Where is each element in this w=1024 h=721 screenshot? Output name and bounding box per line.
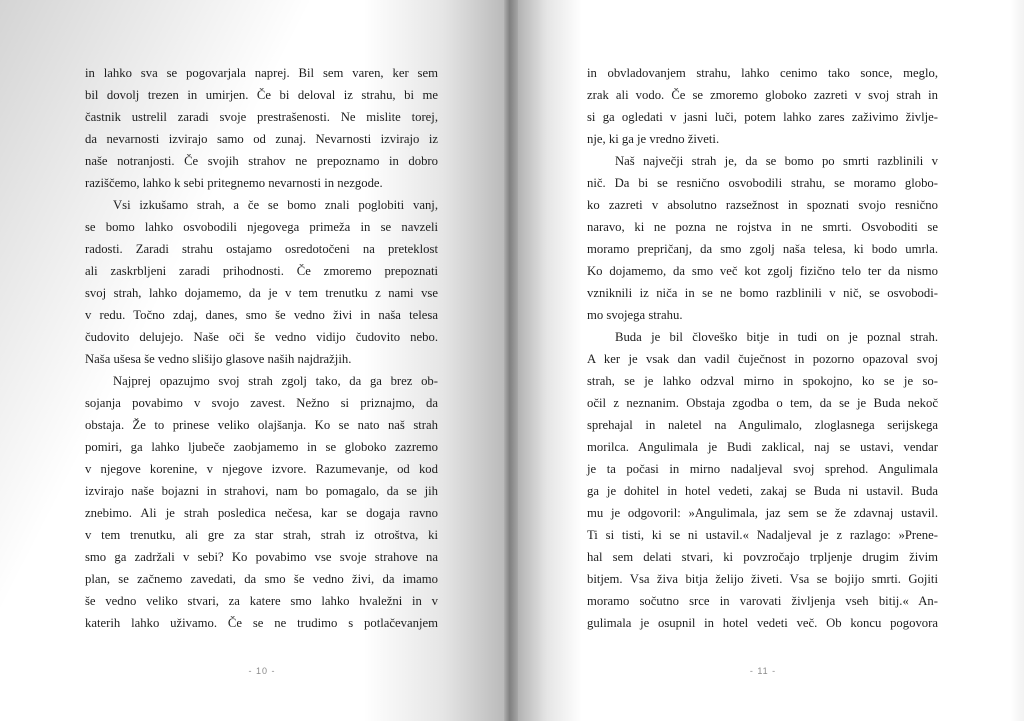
- text-line: v njegove korenine, v njegove izvore. Razumevanje, od kod: [85, 462, 438, 476]
- text-line: očil z neznanim. Obstaja zgodba o tem, da se je Buda nekoč: [587, 396, 938, 410]
- text-line: ko zazreti v absolutno razsežnost in spoznati svojo resnično: [587, 198, 938, 212]
- text-line: naravo, ki ne pozna ne rojstva in ne smrti. Osvoboditi se: [587, 220, 938, 234]
- text-line: in obvladovanjem strahu, lahko cenimo tako sonce, meglo,: [587, 66, 938, 80]
- text-line: znebimo. Ali je strah posledica nečesa, kar se dogaja ravno: [85, 506, 438, 520]
- text-line: nič. Da bi se resnično osvobodili strahu, se moramo globo-: [587, 176, 938, 190]
- text-line: Naš največji strah je, da se bomo po smrti razblinili v: [615, 154, 938, 168]
- text-line: in lahko sva se pogovarjala naprej. Bil sem varen, ker sem: [85, 66, 438, 80]
- text-line: mu je odgovoril: »Angulimala, jaz sem se že zdavnaj ustavil.: [587, 506, 938, 520]
- text-line: Naša ušesa še vedno slišijo glasove naših najdražjih.: [85, 352, 352, 366]
- text-line: ga je dohitel in hotel vedeti, zakaj se Buda ni ustavil. Buda: [587, 484, 938, 498]
- text-line: bitjem. Vsa živa bitja želijo živeti. Vsa se bojijo smrti. Gojiti: [587, 572, 938, 586]
- text-line: strah, se je lahko odzval mirno in spokojno, ko se je so-: [587, 374, 938, 388]
- text-line: sojanja povabimo v svojo zavest. Nežno si priznajmo, da: [85, 396, 438, 410]
- text-line: v tem trenutku, ali gre za star strah, strah iz otroštva, ki: [85, 528, 438, 542]
- text-line: mo svojega strahu.: [587, 308, 683, 322]
- text-line: nje, ki ga je vredno živeti.: [587, 132, 720, 146]
- text-line: Najprej opazujmo svoj strah zgolj tako, da ga brez ob-: [113, 374, 438, 388]
- right-page-number: - 11 -: [749, 666, 777, 676]
- text-line: Ko dojamemo, da smo več kot zgolj fizično telo ter da nismo: [587, 264, 938, 278]
- text-line: raziščemo, lahko k sebi pritegnemo nevarnosti in nezgode.: [85, 176, 383, 190]
- text-line: si ga ogledati v jasni luči, potem lahko zares zaživimo življe-: [587, 110, 938, 124]
- left-page-text-column: [85, 62, 438, 634]
- text-line: hal sem delati stvari, ki povzročajo trpljenje drugim živim: [587, 550, 938, 564]
- text-line: čudovito delujejo. Naše oči še vedno vidijo čudovito nebo.: [85, 330, 438, 344]
- text-line: plan, se začnemo zavedati, da smo še vedno živi, da imamo: [85, 572, 438, 586]
- text-line: je ta počasi in mirno nadaljeval svoj sprehod. Angulimala: [587, 462, 938, 476]
- left-page-number: - 10 -: [248, 666, 276, 676]
- text-line: da nevarnosti izvirajo samo od zunaj. Nevarnosti izvirajo iz: [85, 132, 438, 146]
- text-line: izvirajo naše bojazni in strahovi, nam bo pomagalo, da se jih: [85, 484, 438, 498]
- text-line: zrak ali vodo. Če se zmoremo globoko zazreti v svoj strah in: [587, 88, 938, 102]
- right-page-text-column: [587, 62, 938, 634]
- text-line: v redu. Točno zdaj, danes, smo še vedno živi in naša telesa: [85, 308, 438, 322]
- text-line: A ker je vsak dan vadil čuječnost in pozorno opazoval svoj: [587, 352, 938, 366]
- text-line: bil dovolj trezen in umirjen. Če bi deloval iz strahu, bi me: [85, 88, 438, 102]
- text-line: obstaja. Že to prinese veliko olajšanja. Ko se nato naš strah: [85, 418, 438, 432]
- right-edge-shade: [1010, 0, 1024, 721]
- text-line: častnik ustrelil zaradi svoje prestrašenosti. Ne mislite torej,: [85, 110, 438, 124]
- right-gutter-shadow: [518, 0, 582, 721]
- text-line: morilca. Angulimala je Budi zaklical, naj se ustavi, vendar: [587, 440, 938, 454]
- text-line: moramo prepričanj, da smo zgolj naša telesa, ki bodo umrla.: [587, 242, 938, 256]
- text-line: ali zaskrbljeni zaradi prihodnosti. Če zmoremo prepoznati: [85, 264, 438, 278]
- text-line: katerih lahko uživamo. Če se ne trudimo s potlačevanjem: [85, 616, 438, 630]
- text-line: radosti. Zaradi strahu ostajamo osredotočeni na preteklost: [85, 242, 438, 256]
- text-line: vzniknili iz niča in se ne bomo razblinili v nič, se osvobodi-: [587, 286, 938, 300]
- text-line: Ti si tisti, ki se ni ustavil.« Nadaljeval je z razlago: »Prene-: [587, 528, 938, 542]
- text-line: Buda je bil človeško bitje in tudi on je poznal strah.: [615, 330, 938, 344]
- text-line: naše notranjosti. Če svojih strahov ne prepoznamo in dobro: [85, 154, 438, 168]
- text-line: sprehajal in naletel na Angulimalo, zloglasnega serijskega: [587, 418, 938, 432]
- spine-shadow: [504, 0, 518, 721]
- text-line: se bomo lahko osvobodili njegovega primeža in se navzeli: [85, 220, 438, 234]
- text-line: smo ga zadržali v sebi? Ko povabimo vse svoje strahove na: [85, 550, 438, 564]
- text-line: še vedno veliko stvari, za katere smo lahko hvaležni in v: [85, 594, 438, 608]
- text-line: pomiri, ga lahko ljubeče zaobjamemo in se globoko zazremo: [85, 440, 438, 454]
- text-line: moramo sočutno srce in varovati življenja vseh bitij.« An-: [587, 594, 938, 608]
- text-line: Vsi izkušamo strah, a če se bomo znali poglobiti vanj,: [113, 198, 438, 212]
- text-line: svoj strah, lahko dojamemo, da je v tem trenutku z nami vse: [85, 286, 438, 300]
- text-line: gulimala je osupnil in hotel vedeti več. Ob koncu pogovora: [587, 616, 938, 630]
